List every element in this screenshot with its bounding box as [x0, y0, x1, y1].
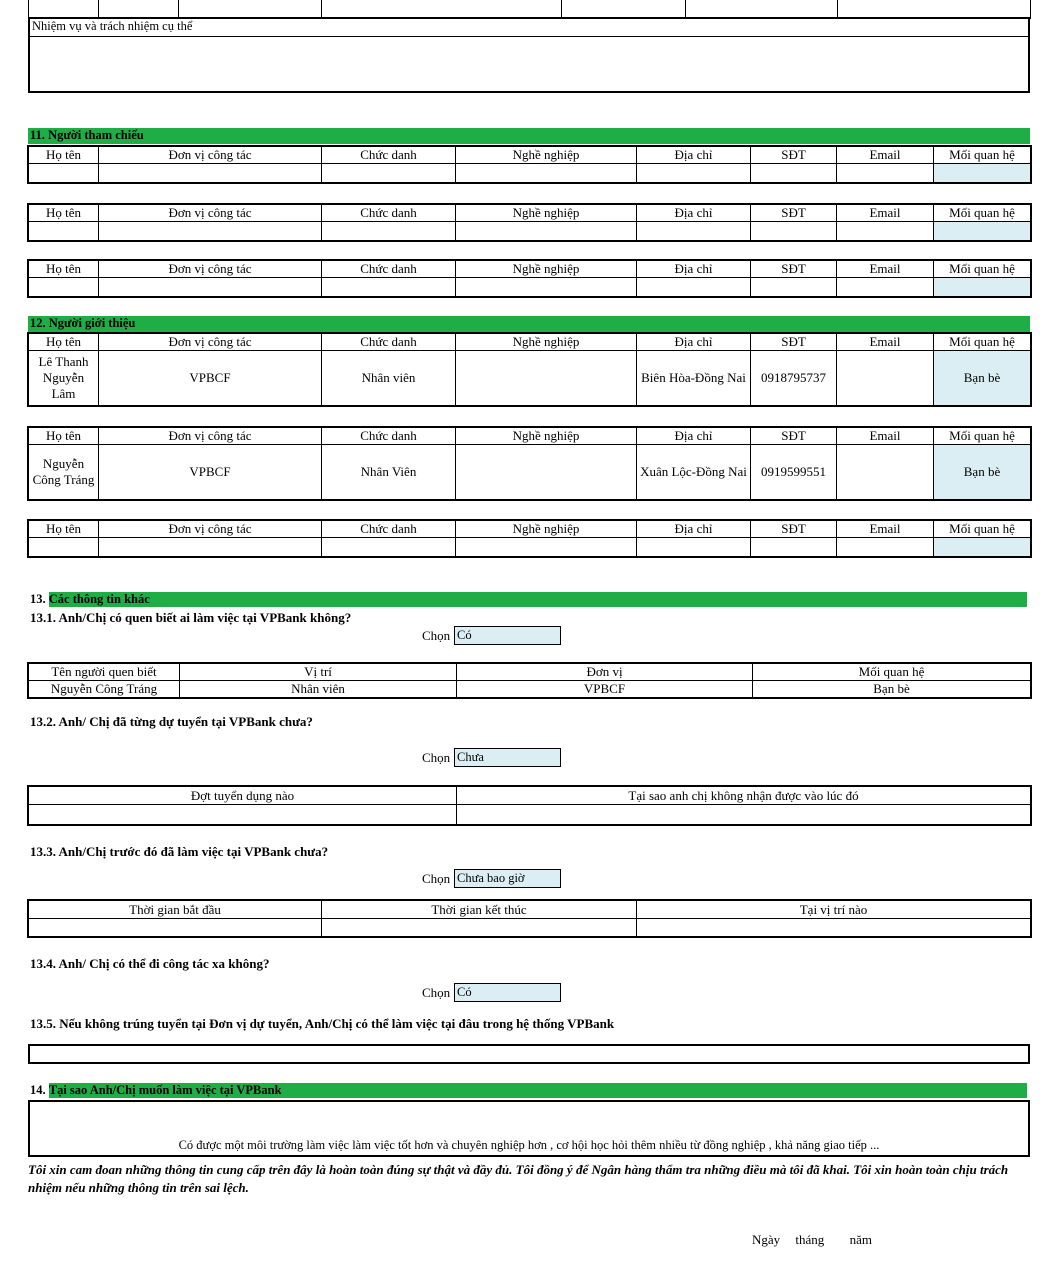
section12-header-cell: Nghề nghiệp: [456, 521, 637, 538]
section11-table: [28, 204, 1031, 241]
declaration: Tôi xin cam đoan những thông tin cung cấp trên đây là hoàn toàn đúng sự thật và đầy đủ. Tôi đồng ý để Ngân hàng thẩm tra những điều mà tôi đã khai. Tôi xin hoàn toàn chịu trách nhiệm nếu những thông tin trên sai lệch.: [28, 1162, 1009, 1195]
section-14-header: [28, 1083, 1030, 1100]
section11-header-cell: Mối quan hệ: [934, 261, 1031, 278]
section-14-answer-box[interactable]: [28, 1100, 1030, 1157]
section11-header-cell: SĐT: [751, 147, 837, 164]
q3-title: 13.3. Anh/Chị trước đó đã làm việc tại VPBank chưa?: [30, 844, 329, 859]
section12-data-cell[interactable]: Bạn bè: [934, 445, 1031, 500]
q1-title: 13.1. Anh/Chị có quen biết ai làm việc tại VPBank không?: [30, 610, 352, 625]
section12-data-cell[interactable]: VPBCF: [99, 445, 322, 500]
section11-header-cell: Họ tên: [29, 261, 99, 278]
section12-data-cell[interactable]: [99, 538, 322, 557]
q2-cell[interactable]: [29, 805, 457, 825]
section-11-number: 11.: [30, 128, 45, 142]
section11-header-cell: SĐT: [751, 205, 837, 222]
section12-data-cell[interactable]: [934, 538, 1031, 557]
section-13-title: Các thông tin khác: [49, 592, 1027, 607]
q1-choose-label: Chọn: [422, 628, 451, 643]
q1-cell[interactable]: Nhân viên: [180, 681, 457, 698]
section12-data-cell[interactable]: Nhân viên: [322, 351, 456, 406]
section11-header-cell: Email: [837, 261, 934, 278]
section11-table: [28, 260, 1031, 297]
section12-data-cell[interactable]: Nhân Viên: [322, 445, 456, 500]
section12-data-cell[interactable]: [837, 445, 934, 500]
section11-data-cell[interactable]: [837, 278, 934, 297]
section12-header-cell: Địa chỉ: [637, 334, 751, 351]
section11-data-cell[interactable]: [637, 278, 751, 297]
section-14-title: Tại sao Anh/Chị muốn làm việc tại VPBank: [49, 1083, 1027, 1098]
q3-cell[interactable]: [322, 919, 637, 937]
q3-choose-label: Chọn: [422, 871, 451, 886]
q2-table: [28, 786, 1031, 825]
section12-header-cell: Chức danh: [322, 521, 456, 538]
section11-header-cell: Địa chỉ: [637, 147, 751, 164]
section-12-title: Người giới thiệu: [48, 316, 136, 330]
q4-title: 13.4. Anh/ Chị có thể đi công tác xa không?: [30, 956, 270, 971]
section12-table: [28, 427, 1031, 500]
section11-data-cell[interactable]: [322, 164, 456, 183]
q1-header: Mối quan hệ: [753, 664, 1031, 681]
q2-header: Tại sao anh chị không nhận được vào lúc đó: [457, 787, 1031, 805]
section12-header-cell: Họ tên: [29, 521, 99, 538]
section12-header-cell: Đơn vị công tác: [99, 521, 322, 538]
section11-data-cell[interactable]: [934, 278, 1031, 297]
section11-data-cell[interactable]: [837, 164, 934, 183]
section11-header-cell: Email: [837, 205, 934, 222]
section11-header-cell: Địa chỉ: [637, 205, 751, 222]
section11-header-cell: Nghề nghiệp: [456, 147, 637, 164]
section12-header-cell: Nghề nghiệp: [456, 428, 637, 445]
section11-data-cell[interactable]: [99, 278, 322, 297]
q1-cell[interactable]: Nguyễn Công Tráng: [29, 681, 180, 698]
section11-header-cell: Đơn vị công tác: [99, 147, 322, 164]
section12-data-cell[interactable]: VPBCF: [99, 351, 322, 406]
section11-header-cell: Đơn vị công tác: [99, 205, 322, 222]
section11-header-cell: Chức danh: [322, 147, 456, 164]
q2-cell[interactable]: [457, 805, 1031, 825]
q2-choose-label: Chọn: [422, 750, 451, 765]
section-14-number: 14.: [30, 1083, 46, 1097]
section11-header-cell: Mối quan hệ: [934, 147, 1031, 164]
q3-table: [28, 900, 1031, 937]
q1-header: Tên người quen biết: [29, 664, 180, 681]
section11-table: [28, 146, 1031, 183]
section12-header-cell: Địa chỉ: [637, 521, 751, 538]
section12-data-cell[interactable]: [837, 538, 934, 557]
q1-cell[interactable]: VPBCF: [457, 681, 753, 698]
q3-cell[interactable]: [637, 919, 1031, 937]
section11-data-cell[interactable]: [837, 222, 934, 241]
section12-table: [28, 520, 1031, 557]
section11-data-cell[interactable]: [934, 164, 1031, 183]
section12-header-cell: Email: [837, 334, 934, 351]
section11-data-cell[interactable]: [637, 164, 751, 183]
section11-data-cell[interactable]: [29, 164, 99, 183]
q1-cell[interactable]: Bạn bè: [753, 681, 1031, 698]
q1-header: Đơn vị: [457, 664, 753, 681]
section12-header-cell: Chức danh: [322, 428, 456, 445]
section11-data-cell[interactable]: [99, 164, 322, 183]
section12-data-cell[interactable]: [456, 351, 637, 406]
section12-header-cell: Đơn vị công tác: [99, 334, 322, 351]
section11-header-cell: Họ tên: [29, 205, 99, 222]
q1-answer-select[interactable]: Có: [454, 626, 561, 645]
section12-data-cell[interactable]: [456, 445, 637, 500]
section12-data-cell[interactable]: [456, 538, 637, 557]
section11-header-cell: Chức danh: [322, 261, 456, 278]
section-13-number: 13.: [30, 592, 46, 606]
section11-data-cell[interactable]: [751, 164, 837, 183]
section12-header-cell: Nghề nghiệp: [456, 334, 637, 351]
q4-choose-label: Chọn: [422, 985, 451, 1000]
q1-table: [28, 663, 1031, 698]
section12-data-cell[interactable]: 0918795737: [751, 351, 837, 406]
section12-header-cell: Mối quan hệ: [934, 428, 1031, 445]
q5-title: 13.5. Nếu không trúng tuyển tại Đơn vị dự tuyển, Anh/Chị có thể làm việc tại đâu trong hệ thống VPBank: [30, 1016, 615, 1031]
q2-header: Đợt tuyển dụng nào: [29, 787, 457, 805]
section11-header-cell: Nghề nghiệp: [456, 261, 637, 278]
section12-data-cell[interactable]: Biên Hòa-Đồng Nai: [637, 351, 751, 406]
section11-data-cell[interactable]: [456, 222, 637, 241]
q2-title: 13.2. Anh/ Chị đã từng dự tuyển tại VPBank chưa?: [30, 714, 313, 729]
section11-header-cell: SĐT: [751, 261, 837, 278]
q3-cell[interactable]: [29, 919, 322, 937]
section12-header-cell: Địa chỉ: [637, 428, 751, 445]
section-13-header: [28, 592, 1030, 608]
section11-header-cell: Email: [837, 147, 934, 164]
section12-header-cell: Họ tên: [29, 428, 99, 445]
q3-answer-select[interactable]: Chưa bao giờ: [454, 869, 561, 888]
section12-data-cell[interactable]: [837, 351, 934, 406]
section11-data-cell[interactable]: [456, 164, 637, 183]
section11-header-cell: Địa chỉ: [637, 261, 751, 278]
date-month: tháng: [795, 1232, 825, 1247]
section12-data-cell[interactable]: [751, 538, 837, 557]
section12-data-cell[interactable]: [637, 538, 751, 557]
section11-data-cell[interactable]: [934, 222, 1031, 241]
q5-answer-field[interactable]: [28, 1044, 1030, 1064]
task-box: [28, 17, 1030, 93]
section11-data-cell[interactable]: [456, 278, 637, 297]
section12-data-cell[interactable]: Bạn bè: [934, 351, 1031, 406]
section12-header-cell: Đơn vị công tác: [99, 428, 322, 445]
date-year: năm: [849, 1232, 872, 1247]
q4-answer-select[interactable]: Có: [454, 983, 561, 1002]
q3-header: Thời gian kết thúc: [322, 901, 637, 919]
section12-header-cell: Email: [837, 428, 934, 445]
section11-data-cell[interactable]: [29, 278, 99, 297]
section11-data-cell[interactable]: [751, 278, 837, 297]
q3-header: Tại vị trí nào: [637, 901, 1031, 919]
section11-data-cell[interactable]: [322, 278, 456, 297]
section12-header-cell: Mối quan hệ: [934, 521, 1031, 538]
section12-header-cell: SĐT: [751, 428, 837, 445]
section12-data-cell[interactable]: [29, 538, 99, 557]
section11-header-cell: Đơn vị công tác: [99, 261, 322, 278]
section11-data-cell[interactable]: [29, 222, 99, 241]
section11-header-cell: Chức danh: [322, 205, 456, 222]
section11-data-cell[interactable]: [99, 222, 322, 241]
section12-data-cell[interactable]: 0919599551: [751, 445, 837, 500]
section11-header-cell: Họ tên: [29, 147, 99, 164]
section12-table: [28, 333, 1031, 406]
section12-header-cell: Chức danh: [322, 334, 456, 351]
section11-header-cell: Nghề nghiệp: [456, 205, 637, 222]
section11-data-cell[interactable]: [322, 222, 456, 241]
section-11-header: [28, 128, 1030, 144]
date-line: [752, 1232, 872, 1248]
q2-answer-select[interactable]: Chưa: [454, 748, 561, 767]
section-12-number: 12.: [30, 316, 46, 330]
section12-data-cell[interactable]: Nguyễn Công Tráng: [29, 445, 99, 500]
section-12-header: [28, 316, 1030, 332]
section11-data-cell[interactable]: [637, 222, 751, 241]
section12-header-cell: SĐT: [751, 334, 837, 351]
section12-header-cell: SĐT: [751, 521, 837, 538]
section-11-title: Người tham chiếu: [48, 128, 144, 142]
q3-header: Thời gian bắt đầu: [29, 901, 322, 919]
q1-header: Vị trí: [180, 664, 457, 681]
section12-header-cell: Email: [837, 521, 934, 538]
date-day: Ngày: [752, 1232, 781, 1247]
section12-data-cell[interactable]: Xuân Lộc-Đồng Nai: [637, 445, 751, 500]
section12-header-cell: Họ tên: [29, 334, 99, 351]
section11-data-cell[interactable]: [751, 222, 837, 241]
task-label: Nhiệm vụ và trách nhiệm cụ thể: [32, 19, 193, 33]
section11-header-cell: Mối quan hệ: [934, 205, 1031, 222]
section12-data-cell[interactable]: Lê Thanh Nguyễn Lâm: [29, 351, 99, 406]
section-14-answer: Có được một môi trường làm việc làm việc tốt hơn và chuyên nghiệp hơn , cơ hội học hỏi thêm nhiều từ đồng nghiệp , khả năng giao tiếp ...: [178, 1138, 880, 1152]
section12-data-cell[interactable]: [322, 538, 456, 557]
section12-header-cell: Mối quan hệ: [934, 334, 1031, 351]
